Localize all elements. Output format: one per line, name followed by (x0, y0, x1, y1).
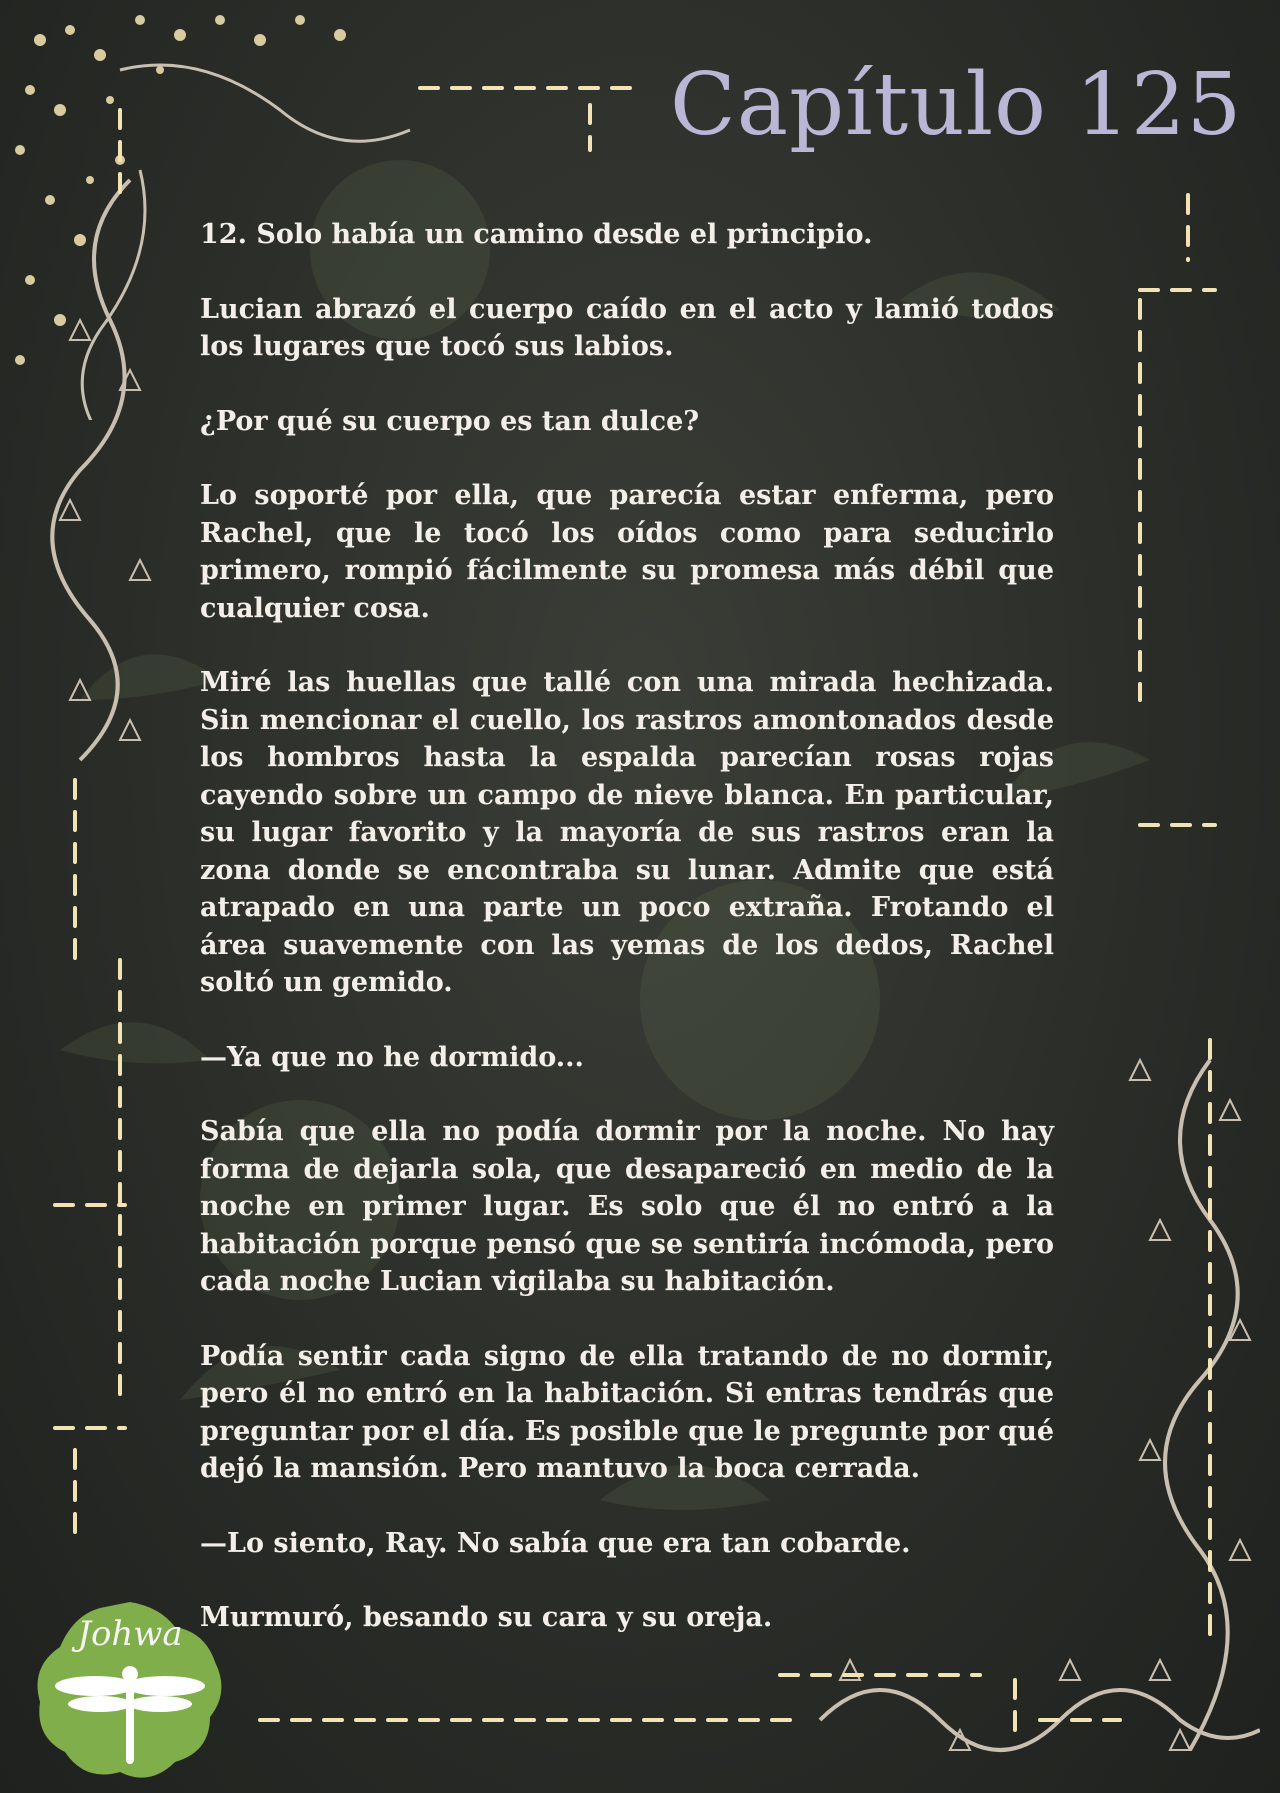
paragraph: Lucian abrazó el cuerpo caído en el acto y lamió todos los lugares que tocó sus labios. (200, 293, 1054, 362)
paragraph: —Lo siento, Ray. No sabía que era tan cobarde. (200, 1527, 911, 1559)
logo-text: Johwa (77, 1614, 183, 1654)
paragraph: Miré las huellas que tallé con una mirada hechizada. Sin mencionar el cuello, los rastros amontonados desde los hombros hasta la espalda parecían rosas rojas cayendo sobre un campo de nieve blanca. En particular, su lugar favorito y la mayoría de sus rastros eran la zona donde se encontraba su lunar. Admite que está atrapado en una parte un poco extraña. Frotando el área suavemente con las yemas de los dedos, Rachel soltó un gemido. (200, 667, 1054, 998)
paragraph: —Ya que no he dormido... (200, 1041, 584, 1073)
paragraph: Podía sentir cada signo de ella tratando de no dormir, pero él no entró en la habitación. Si entras tendrás que preguntar por el día. Es posible que le pregunte por qué dejó la mansión. Pero mantuvo la boca cerrada. (200, 1340, 1054, 1484)
paragraph: Murmuró, besando su cara y su oreja. (200, 1602, 773, 1633)
paragraph: Lo soporté por ella, que parecía estar enferma, pero Rachel, que le tocó los oídos como para seducirlo primero, rompió fácilmente su promesa más débil que cualquier cosa. (200, 480, 1054, 624)
chapter-title: Capítulo 125 (670, 55, 1243, 155)
paragraph: Sabía que ella no podía dormir por la noche. No hay forma de dejarla sola, que desapareció en medio de la noche en primer lugar. Es solo que él no entró a la habitación porque pensó que se sentiría incómoda, pero cada noche Lucian vigilaba su habitación. (200, 1116, 1054, 1297)
chapter-text (200, 216, 1054, 1674)
johwa-logo (30, 1594, 230, 1784)
paragraph: 12. Solo había un camino desde el principio. (200, 219, 873, 250)
paragraph: ¿Por qué su cuerpo es tan dulce? (200, 405, 700, 437)
